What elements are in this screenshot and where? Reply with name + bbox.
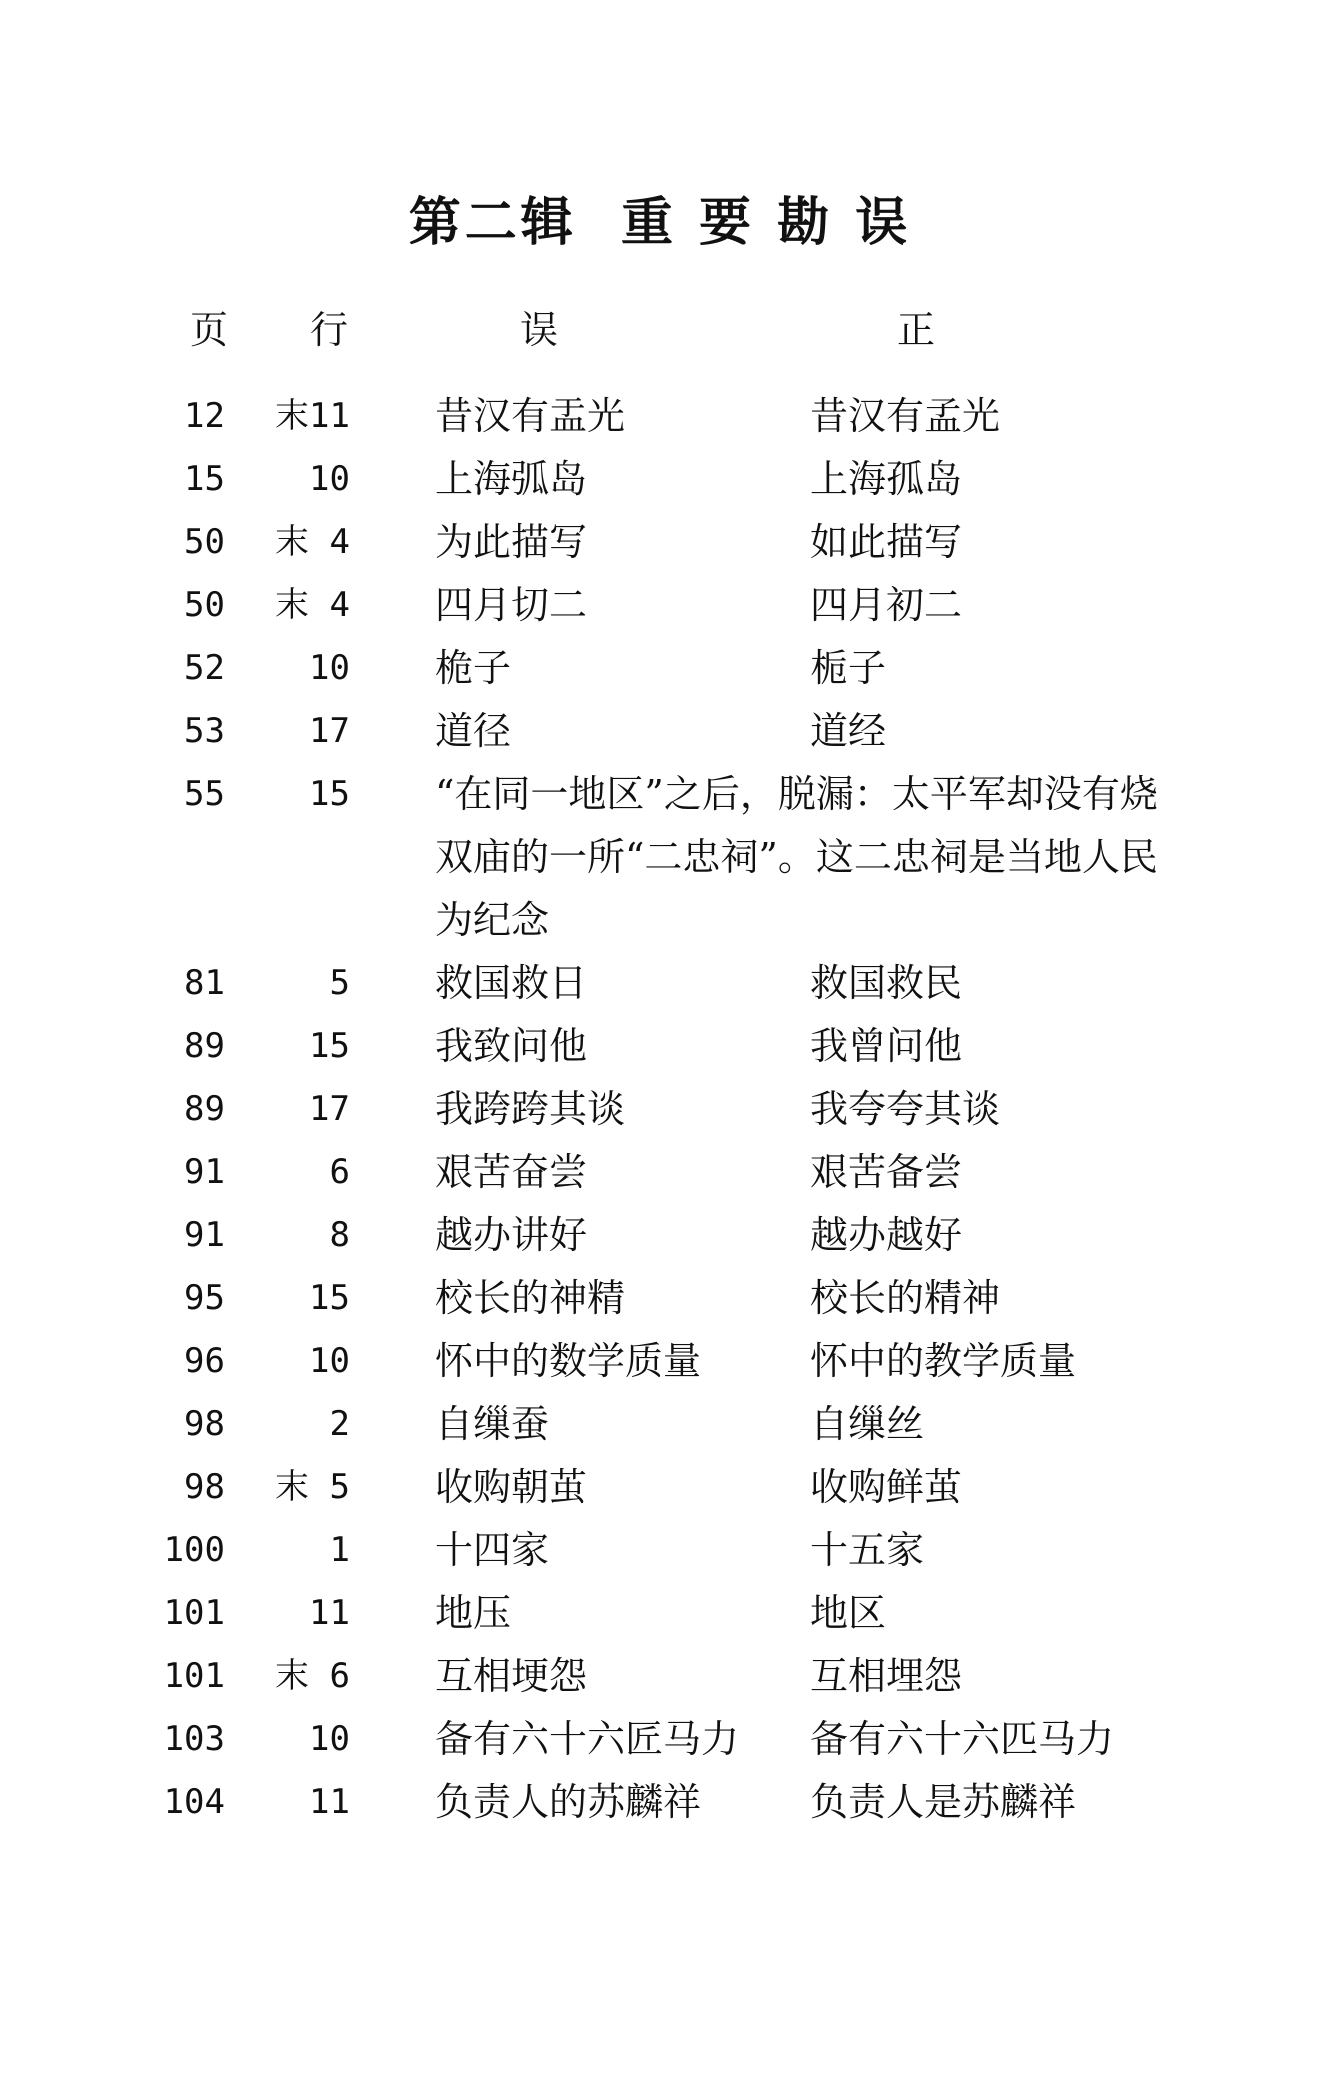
cell-line: 5 [329,963,350,1003]
table-row [0,1393,1320,1456]
table-row [0,1582,1320,1645]
cell-line: 15 [309,774,350,814]
cell-line: 1 [329,1530,350,1570]
cell-page: 91 [184,1215,225,1255]
cell-right: 救国救民 [810,961,963,1005]
cell-right: 昔汉有孟光 [810,394,1001,438]
cell-page: 96 [184,1341,225,1381]
page-title: 第二辑 重 要 勘 误 [408,193,912,253]
cell-line: 末 6 [275,1656,350,1696]
cell-wrong: 越办讲好 [435,1213,588,1257]
cell-wrong: 地压 [435,1591,512,1635]
cell-line: 11 [309,1782,350,1822]
cell-right: 越办越好 [810,1213,963,1257]
cell-page: 100 [163,1530,225,1570]
cell-right: 地区 [810,1591,887,1635]
table-row-note [0,763,1320,952]
cell-wrong: 收购朝茧 [435,1465,588,1509]
cell-right: 校长的精神 [810,1276,1001,1320]
cell-page: 81 [184,963,225,1003]
table-header [0,300,1320,360]
cell-wrong: 负责人的苏麟祥 [435,1780,702,1824]
cell-wrong: 自缫蚕 [435,1402,550,1446]
table-row [0,1141,1320,1204]
cell-wrong: 十四家 [435,1528,550,1572]
cell-wrong: 昔汉有盂光 [435,394,626,438]
table-row [0,637,1320,700]
cell-right: 自缫丝 [810,1402,925,1446]
cell-line: 8 [329,1215,350,1255]
cell-line: 15 [309,1026,350,1066]
cell-wrong: 校长的神精 [435,1276,626,1320]
cell-right: 怀中的教学质量 [810,1339,1077,1383]
cell-right: 十五家 [810,1528,925,1572]
cell-line: 末11 [275,396,350,436]
cell-wrong: 备有六十六匠马力 [435,1717,740,1761]
cell-wrong: 我跨跨其谈 [435,1087,626,1131]
cell-right: 收购鲜茧 [810,1465,963,1509]
cell-note: “在同一地区”之后，脱漏：太平军却没有烧双庙的一所“二忠祠”。这二忠祠是当地人民为纪念 [435,772,1158,942]
cell-page: 12 [184,396,225,436]
cell-wrong: 艰苦奋尝 [435,1150,588,1194]
cell-page: 89 [184,1026,225,1066]
cell-page: 52 [184,648,225,688]
header-page: 页 [190,308,229,352]
table-row [0,1771,1320,1834]
cell-right: 道经 [810,709,887,753]
table-row [0,1519,1320,1582]
table-row [0,1204,1320,1267]
cell-page: 55 [184,774,225,814]
header-line: 行 [310,308,349,352]
header-wrong: 误 [520,308,559,352]
cell-wrong: 桅子 [435,646,512,690]
cell-right: 艰苦备尝 [810,1150,963,1194]
cell-line: 10 [309,459,350,499]
cell-line: 6 [329,1152,350,1192]
cell-right: 四月初二 [810,583,963,627]
cell-page: 89 [184,1089,225,1129]
cell-page: 104 [163,1782,225,1822]
table-row [0,1645,1320,1708]
cell-page: 98 [184,1467,225,1507]
table-row [0,1456,1320,1519]
table-row [0,1015,1320,1078]
cell-line: 末 4 [275,585,350,625]
cell-page: 15 [184,459,225,499]
cell-page: 101 [163,1656,225,1696]
cell-right: 上海孤岛 [810,457,963,501]
cell-wrong: 上海弧岛 [435,457,588,501]
cell-wrong: 四月切二 [435,583,588,627]
errata-table [0,385,1320,1834]
cell-right: 如此描写 [810,520,963,564]
table-row [0,1267,1320,1330]
table-row [0,1330,1320,1393]
table-row [0,385,1320,448]
cell-page: 101 [163,1593,225,1633]
table-row [0,448,1320,511]
table-row [0,511,1320,574]
cell-line: 10 [309,1719,350,1759]
header-right: 正 [897,308,936,352]
cell-line: 10 [309,1341,350,1381]
table-row [0,574,1320,637]
cell-line: 2 [329,1404,350,1444]
table-row [0,1078,1320,1141]
cell-wrong: 为此描写 [435,520,588,564]
cell-page: 95 [184,1278,225,1318]
cell-line: 11 [309,1593,350,1633]
cell-wrong: 怀中的数学质量 [435,1339,702,1383]
cell-page: 53 [184,711,225,751]
cell-page: 98 [184,1404,225,1444]
cell-wrong: 救国救日 [435,961,588,1005]
cell-right: 互相埋怨 [810,1654,963,1698]
cell-right: 负责人是苏麟祥 [810,1780,1077,1824]
cell-wrong: 我致问他 [435,1024,588,1068]
cell-right: 备有六十六匹马力 [810,1717,1115,1761]
cell-line: 末 5 [275,1467,350,1507]
cell-line: 15 [309,1278,350,1318]
cell-page: 103 [163,1719,225,1759]
cell-page: 50 [184,522,225,562]
cell-page: 91 [184,1152,225,1192]
cell-line: 17 [309,711,350,751]
cell-right: 我夸夸其谈 [810,1087,1001,1131]
cell-line: 10 [309,648,350,688]
cell-line: 17 [309,1089,350,1129]
table-row [0,700,1320,763]
cell-wrong: 道径 [435,709,512,753]
table-row [0,952,1320,1015]
cell-right: 栀子 [810,646,887,690]
cell-line: 末 4 [275,522,350,562]
table-row [0,1708,1320,1771]
cell-right: 我曾问他 [810,1024,963,1068]
cell-page: 50 [184,585,225,625]
cell-wrong: 互相埂怨 [435,1654,588,1698]
